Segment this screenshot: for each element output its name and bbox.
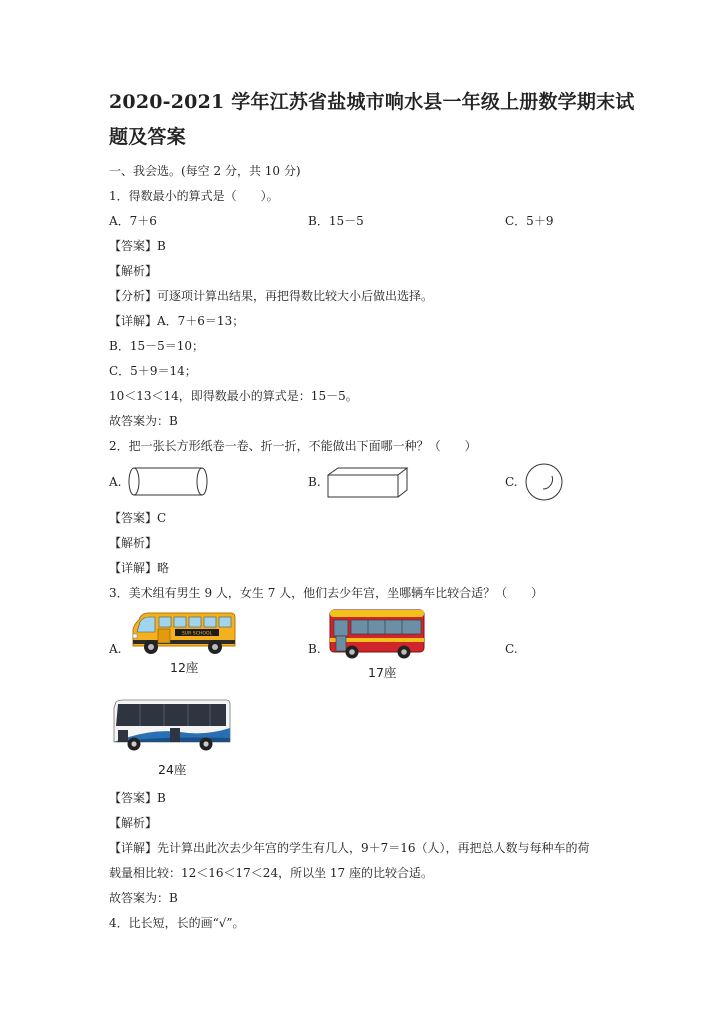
q3-analysis-heading: 【解析】 [109,816,158,830]
q1-fenxi: 【分析】可逐项计算出结果，再把得数比较大小后做出选择。 [109,289,434,303]
q1-conclusion: 故答案为：B [109,414,178,428]
q2-answer: 【答案】C [109,511,167,525]
q3-detail-2: 载量相比较：12＜16＜17＜24，所以坐 17 座的比较合适。 [109,866,433,880]
school-bus-sign: SUR SCHOOL [181,631,213,637]
q1-stem: 1．得数最小的算式是（ ）。 [109,189,279,203]
cuboid-shape [327,467,409,499]
q1-detail-1: 【详解】A．7＋6＝13； [109,314,245,328]
q4-stem: 4．比长短，长的画“√”。 [109,916,245,930]
q2-stem: 2．把一张长方形纸卷一卷、折一折，不能做出下面哪一种？（ ） [109,439,477,453]
q1-analysis-heading: 【解析】 [109,264,158,278]
q1-detail-2: B．15－5＝10； [109,339,204,353]
q2-option-c: C. [505,475,518,489]
caption-17-seats: 17座 [368,665,397,680]
caption-12-seats: 12座 [170,660,199,675]
caption-24-seats: 24座 [158,762,187,777]
section-heading: 一、我会选。(每空 2 分，共 10 分) [109,164,301,178]
q1-option-b: B．15－5 [308,214,364,228]
school-bus-image [131,610,237,656]
doc-title-line2: 题及答案 [109,126,186,148]
q1-option-a: A．7＋6 [109,214,157,228]
red-bus-image [328,608,426,660]
doc-title-line1: 2020-2021 学年江苏省盐城市响水县一年级上册数学期末试 [109,91,635,113]
q3-option-c: C. [505,642,518,656]
city-bus-image [110,698,232,754]
q3-answer: 【答案】B [109,791,166,805]
sphere-shape [524,462,564,502]
q3-stem: 3．美术组有男生 9 人，女生 7 人，他们去少年宫，坐哪辆车比较合适？（ ） [109,586,544,600]
cylinder-shape [128,466,210,498]
q2-detail: 【详解】略 [109,561,170,575]
q1-detail-3: C．5＋9＝14； [109,364,197,378]
q1-option-c: C．5＋9 [505,214,554,228]
q1-answer: 【答案】B [109,239,166,253]
q2-option-a: A. [109,475,122,489]
q1-detail-4: 10＜13＜14，即得数最小的算式是：15－5。 [109,389,358,403]
q3-option-b: B. [308,642,321,656]
q3-detail-1: 【详解】先计算出此次去少年宫的学生有几人，9＋7＝16（人），再把总人数与每种车的荷 [109,841,590,855]
q2-option-b: B. [308,475,321,489]
q2-analysis-heading: 【解析】 [109,536,158,550]
q3-conclusion: 故答案为：B [109,891,178,905]
q3-option-a: A. [109,642,122,656]
